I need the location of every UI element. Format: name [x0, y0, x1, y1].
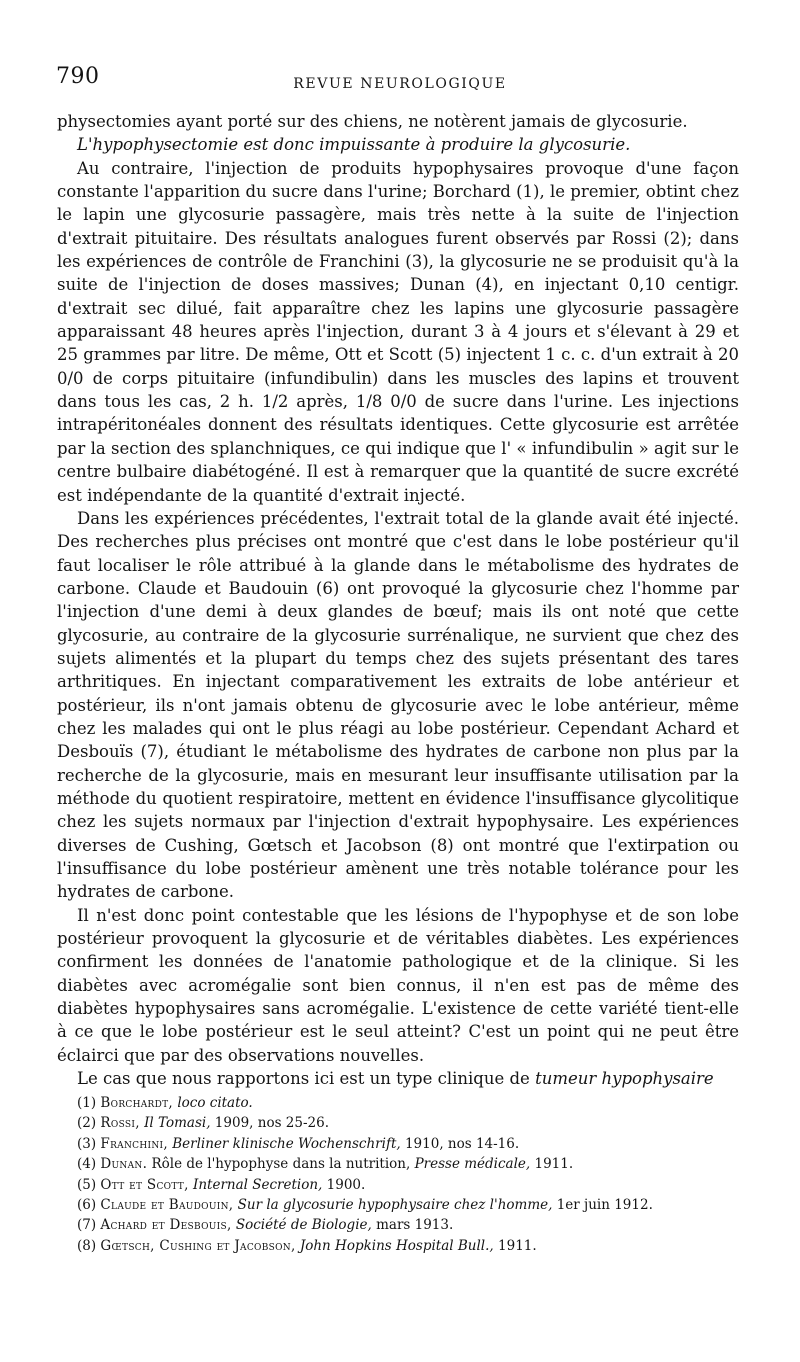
footnote: (7) Achard et Desbouis, Société de Biologie, mars 1913.	[77, 1217, 454, 1234]
paragraph-4: Dans les expériences précédentes, l'extrait total de la glande avait été injecté. Des recherches plus précises ont montré que c'est dans le lobe postérieur qu'il faut localiser le rôle attribué à la glande dans le métabolisme des hydrates de carbone. Claude et Baudouin (6) ont provoqué la glycosurie chez l'homme par l'injection d'une demi à deux glandes de bœuf; mais ils ont noté que cette glycosurie, au contraire de la glycosurie surrénalique, ne survient que chez des sujets alimentés et la plupart du temps chez des sujets présentant des tares arthritiques. En injectant comparativement les extraits de lobe antérieur et postérieur, ils n'ont jamais obtenu de glycosurie avec le lobe antérieur, même chez les malades qui ont le plus réagi au lobe postérieur. Cependant Achard et Desbouïs (7), étudiant le métabolisme des hydrates de carbone non plus par la recherche de la glycosurie, mais en mesurant leur insuffisante utilisation par la méthode du quotient respiratoire, mettent en évidence l'insuffisance glycolitique chez les sujets normaux par l'injection d'extrait hypophysaire. Les expériences diverses de Cushing, Gœtsch et Jacobson (8) ont montré que l'extirpation ou l'insuffisance du lobe postérieur amènent une très notable tolérance pour les hydrates de carbone.	[57, 508, 739, 902]
footnote: (6) Claude et Baudouin, Sur la glycosurie hypophysaire chez l'homme, 1er juin 1912.	[77, 1197, 653, 1214]
footnote: (8) Gœtsch, Cushing et Jacobson, John Hopkins Hospital Bull., 1911.	[77, 1237, 537, 1254]
body-text	[57, 110, 739, 1090]
paragraph-6-italic: tumeur hypophysaire	[535, 1069, 714, 1089]
footnote: (1) Borchardt, loco citato.	[77, 1095, 253, 1111]
paragraph-3: Au contraire, l'injection de produits hypophysaires provoque d'une façon constante l'apparition du sucre dans l'urine; Borchard (1), le premier, obtint chez le lapin une glycosurie passagère, mais très nette à la suite de l'injection d'extrait pituitaire. Des résultats analogues furent observés par Rossi (2); dans les expériences de contrôle de Franchini (3), la glycosurie ne se produisit qu'à la suite de l'injection de doses massives; Dunan (4), en injectant 0,10 centigr. d'extrait sec dilué, fait apparaître chez les lapins une glycosurie passagère apparaissant 48 heures après l'injection, durant 3 à 4 jours et s'élevant à 29 et 25 grammes par litre. De même, Ott et Scott (5) injectent 1 c. c. d'un extrait à 20 0/0 de corps pituitaire (infundibulin) dans les muscles des lapins et trouvent dans tous les cas, 2 h. 1/2 après, 1/8 0/0 de sucre dans l'urine. Les injections intrapéritonéales donnent des résultats identiques. Cette glycosurie est arrêtée par la section des splanchniques, ce qui indique que l' « infundibulin » agit sur le centre bulbaire diabétogéné. Il est à remarquer que la quantité de sucre excrété est indépendante de la quantité d'extrait injecté.	[57, 158, 739, 505]
paragraph-5: Il n'est donc point contestable que les lésions de l'hypophyse et de son lobe postérieur provoquent la glycosurie et de véritables diabètes. Les expériences confirment les données de l'anatomie pathologique et de la clinique. Si les diabètes avec acromégalie sont bien connus, il n'en est pas de même des diabètes hypophysaires sans acromégalie. L'existence de cette variété tient-elle à ce que le lobe postérieur est le seul atteint? C'est un point qui ne peut être éclairci que par des observations nouvelles.	[57, 905, 739, 1065]
page-number: 790	[56, 64, 100, 89]
paragraph-6-text: Le cas que nous rapportons ici est un type clinique de	[77, 1069, 536, 1089]
footnote: (5) Ott et Scott, Internal Secretion, 1900.	[77, 1176, 366, 1193]
paragraph-6	[57, 1067, 739, 1090]
paragraph-2: L'hypophysectomie est donc impuissante à produire la glycosurie.	[77, 135, 631, 155]
footnote: (4) Dunan. Rôle de l'hypophyse dans la nutrition, Presse médicale, 1911.	[77, 1156, 574, 1173]
running-head: REVUE NEUROLOGIQUE	[293, 76, 507, 92]
footnotes	[77, 1093, 757, 1256]
paragraph-1: physectomies ayant porté sur des chiens, ne notèrent jamais de glycosurie.	[57, 112, 688, 131]
footnote: (3) Franchini, Berliner klinische Wochenschrift, 1910, nos 14-16.	[77, 1135, 520, 1152]
footnote: (2) Rossi, Il Tomasi, 1909, nos 25-26.	[77, 1115, 329, 1132]
